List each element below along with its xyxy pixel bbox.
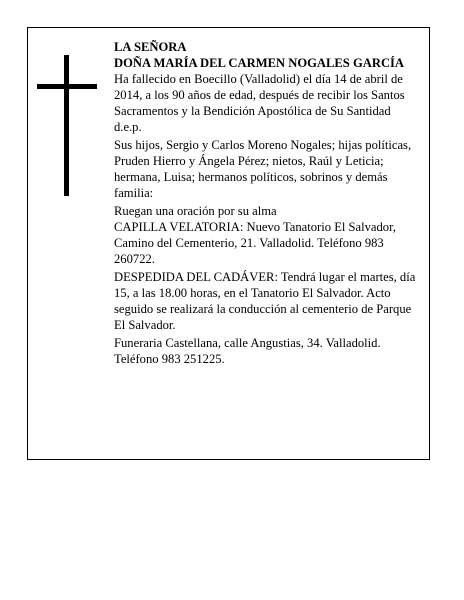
chapel-info [114,219,422,267]
death-announcement: Ha fallecido en Boecillo (Valladolid) el día 14 de abril de 2014, a los 90 años de edad, después de recibir los Santos Sacramentos y la Bendición Apostólica de Su Santidad [114,72,405,118]
chapel-details: Nuevo Tanatorio El Salvador, Camino del Cementerio, 21. Valladolid. Teléfono 983 260722. [114,220,396,266]
farewell-info [114,269,422,333]
family-mourners: Sus hijos, Sergio y Carlos Moreno Nogales; hijas políticas, Pruden Hierro y Ángela Pérez; nietos, Raúl y Leticia; hermana, Luisa; hermanos políticos, sobrinos y demás familia: [114,138,412,200]
prayer-request: Ruegan una oración por su alma [114,204,277,218]
title-line: LA SEÑORA [114,40,187,54]
chapel-label: CAPILLA VELATORIA: [114,220,244,234]
farewell-details: Tendrá lugar el martes, día 15, a las 18.00 horas, en el Tanatorio El Salvador. Acto seguido se realizará la conducción al cementerio de Parque El Salvador. [114,270,416,332]
funeral-home-info: Funeraria Castellana, calle Angustias, 34. Valladolid. Teléfono 983 251225. [114,336,381,366]
cross-horizontal-bar [37,84,97,89]
obituary-text [114,39,422,367]
farewell-label: DESPEDIDA DEL CADÁVER: [114,270,278,284]
rest-in-peace: d.e.p. [114,120,142,134]
cross-vertical-bar [64,55,69,196]
deceased-name: DOÑA MARÍA DEL CARMEN NOGALES GARCÍA [114,56,405,70]
